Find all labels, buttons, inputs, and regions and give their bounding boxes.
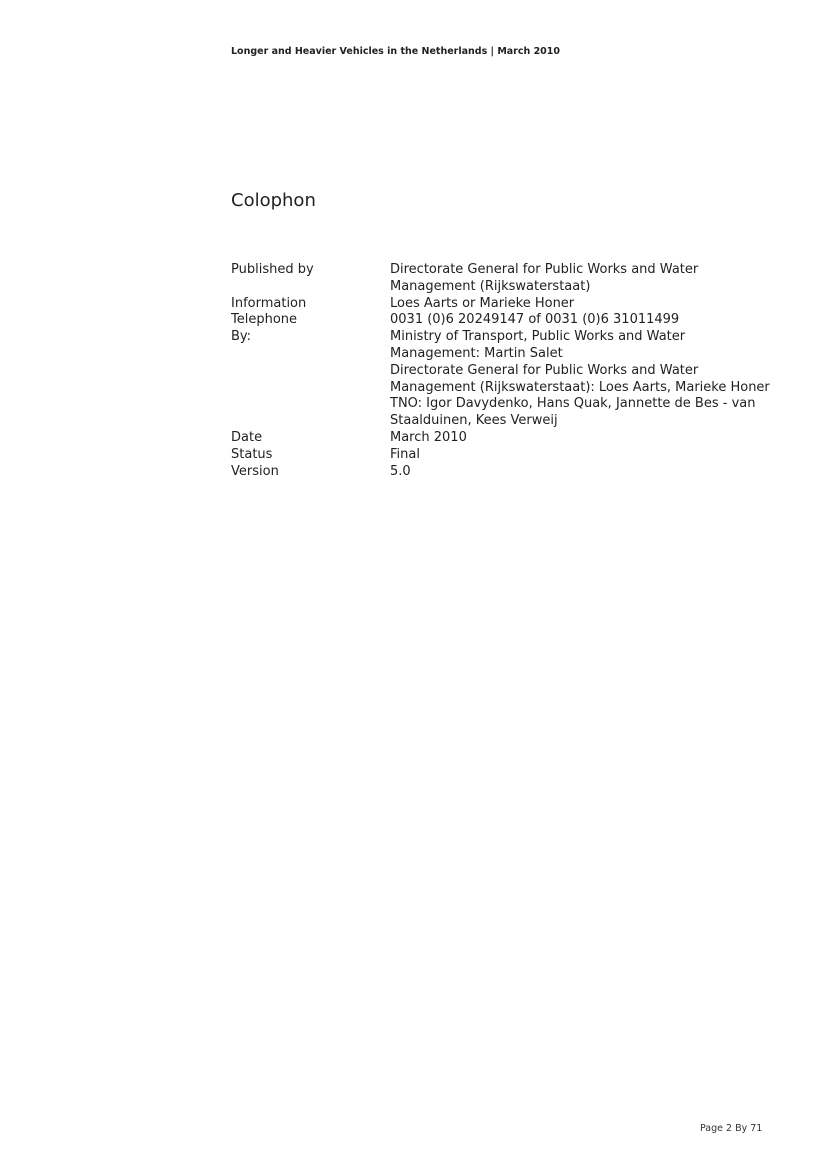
date-line: March 2010 (390, 429, 467, 445)
by-value (390, 329, 791, 430)
published-by-value (390, 262, 791, 296)
status-line: Final (390, 446, 420, 462)
published-by-label: Published by (231, 262, 314, 277)
telephone-label: Telephone (231, 312, 298, 328)
by-line: Management: Martin Salet (390, 345, 563, 361)
by-row (231, 329, 791, 430)
by-line: TNO: Igor Davydenko, Hans Quak, Jannette de Bes - van (390, 396, 756, 412)
by-line: Management (Rijkswaterstaat): Loes Aarts, Marieke Honer (390, 379, 770, 395)
date-row (231, 430, 791, 447)
telephone-value (390, 312, 791, 329)
version-row (231, 464, 791, 481)
by-line: Staalduinen, Kees Verweij (390, 413, 558, 429)
date-label: Date (231, 429, 263, 445)
page-number: Page 2 By 71 (700, 1123, 763, 1134)
running-header: Longer and Heavier Vehicles in the Netherlands | March 2010 (231, 46, 561, 57)
telephone-row (231, 312, 791, 329)
by-line: Ministry of Transport, Public Works and Water (390, 329, 686, 345)
telephone-line: 0031 (0)6 20249147 of 0031 (0)6 31011499 (390, 312, 680, 328)
by-label: By: (231, 329, 252, 345)
status-row (231, 447, 791, 464)
version-label: Version (231, 463, 279, 479)
status-value (390, 447, 791, 464)
version-line: 5.0 (390, 463, 411, 479)
information-label: Information (231, 295, 307, 311)
published-by-line: Management (Rijkswaterstaat) (390, 278, 591, 294)
version-value (390, 464, 791, 481)
published-by-line: Directorate General for Public Works and Water (390, 262, 699, 277)
date-value (390, 430, 791, 447)
status-label: Status (231, 446, 273, 462)
information-row (231, 296, 791, 313)
by-line: Directorate General for Public Works and Water (390, 362, 699, 378)
information-value (390, 296, 791, 313)
page-title: Colophon (231, 190, 316, 211)
colophon-table (231, 262, 791, 480)
information-line: Loes Aarts or Marieke Honer (390, 295, 575, 311)
published-by-row (231, 262, 791, 296)
